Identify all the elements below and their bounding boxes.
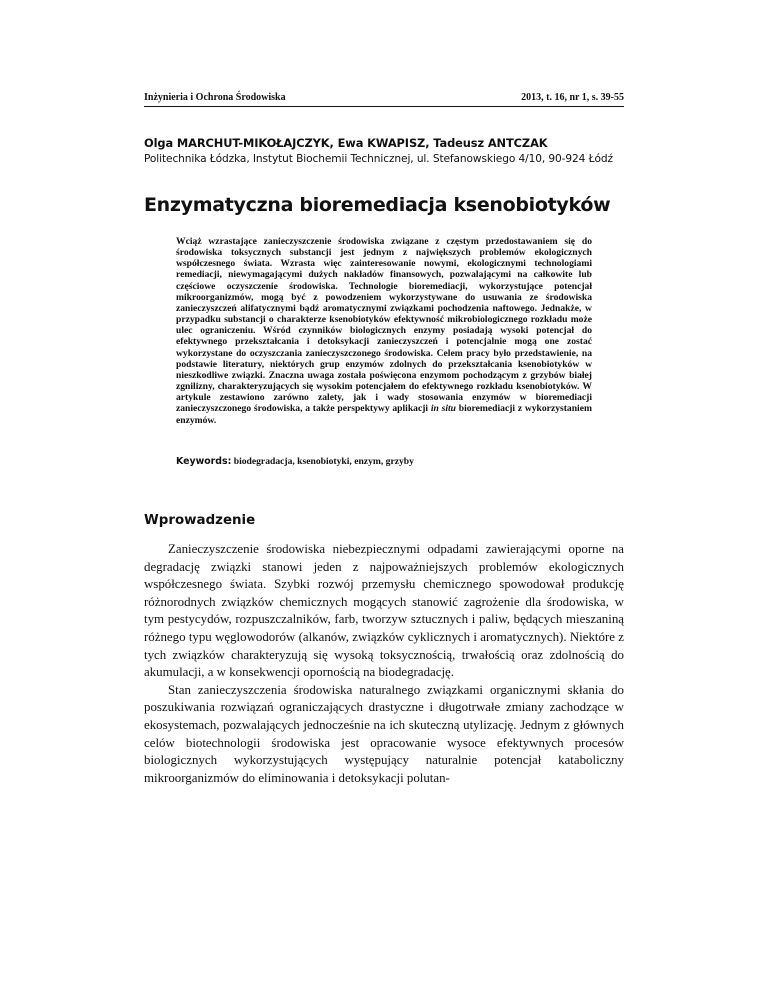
section-heading: Wprowadzenie [144, 513, 256, 528]
abstract-text-end: bioremediacji z wykorzystaniem enzymów. [176, 403, 592, 426]
journal-name: Inżynieria i Ochrona Środowiska [144, 92, 286, 103]
body-paragraph: Zanieczyszczenie środowiska niebezpiecznymi odpadami zawierającymi oporne na degradację związki stanowi jeden z najpoważniejszych problemów ekologicznych współczesnego świata. Szybki rozwój przemysłu chemicznego spowodował produkcję różnorodnych związków chemicznych mogących stanowić zagrożenie dla środowiska, w tym pestycydów, rozpuszczalników, farb, tworzyw sztucznych i paliw, będących mieszaniną różnego typu węglowodorów (alkanów, związków cyklicznych i aromatycznych). Niektóre z tych związków charakteryzują się wysoką toksycznością, trwałością oraz zdolnością do akumulacji, a w konsekwencji opornością na biodegradację. [144, 542, 624, 680]
keywords-text: biodegradacja, ksenobiotyki, enzym, grzyby [231, 456, 414, 467]
affiliation: Politechnika Łódzka, Instytut Biochemii Technicznej, ul. Stefanowskiego 4/10, 90-924 Łódź [144, 153, 613, 165]
authors: Olga MARCHUT-MIKOŁAJCZYK, Ewa KWAPISZ, Tadeusz ANTCZAK [144, 136, 548, 150]
citation: 2013, t. 16, nr 1, s. 39-55 [521, 92, 624, 103]
abstract-italic: in situ [430, 403, 456, 415]
keywords-label: Keywords: [176, 456, 232, 467]
abstract [176, 236, 592, 426]
running-header [144, 92, 624, 107]
body-paragraph: Stan zanieczyszczenia środowiska naturalnego związkami organicznymi skłania do poszukiwania rozwiązań ograniczających drastyczne i długotrwałe zmiany zachodzące w ekosystemach, pozwalających jednocześnie na ich skuteczną utylizację. Jednym z głównych celów biotechnologii środowiska jest opracowanie wysoce efektywnych procesów biologicznych wykorzystujących występujący naturalnie potencjał kataboliczny mikroorganizmów do eliminowania i detoksykacji polutan- [144, 682, 624, 785]
article-title: Enzymatyczna bioremediacja ksenobiotyków [144, 194, 611, 216]
keywords [176, 456, 592, 467]
body-text [144, 541, 624, 787]
abstract-text: Wciąż wzrastające zanieczyszczenie środowiska związane z częstym przedostawaniem się do środowiska toksycznych substancji jest jednym z największych problemów ekologicznych współczesnego świata. Wzrasta więc zainteresowanie nowymi, ekologicznymi technologiami remediacji, niewymagającymi dużych nakładów finansowych, pozwalającymi na całkowite lub częściowe oczyszczenie środowiska. Technologie bioremediacji, wykorzystujące potencjał mikroorganizmów, mogą być z powodzeniem wykorzystywane do usuwania ze środowiska zanieczyszczeń alifatycznymi bądź aromatycznymi związkami pochodzenia naftowego. Jednakże, w przypadku substancji o charakterze ksenobiotyków efektywność mikrobiologicznego rozkładu może ulec ograniczeniu. Wśród czynników biologicznych enzymy posiadają wysoki potencjał do efektywnego przekształcania i detoksykacji zanieczyszczeń i potencjalnie mogą one zostać wykorzystane do oczyszczania zanieczyszczonego środowiska. Celem pracy było przedstawienie, na podstawie literatury, niektórych grup enzymów zdolnych do przekształcania ksenobiotyków w nieszkodliwe związki. Znaczna uwaga została poświęcona enzymom pochodzącym z grzybów białej zgnilizny, charakteryzujących się wysokim potencjałem do efektywnego rozkładu ksenobiotyków. W artykule zestawiono zarówno zalety, jak i wady stosowania enzymów w bioremediacji zanieczyszczonego środowiska, a także perspektywy aplikacji [176, 236, 592, 415]
